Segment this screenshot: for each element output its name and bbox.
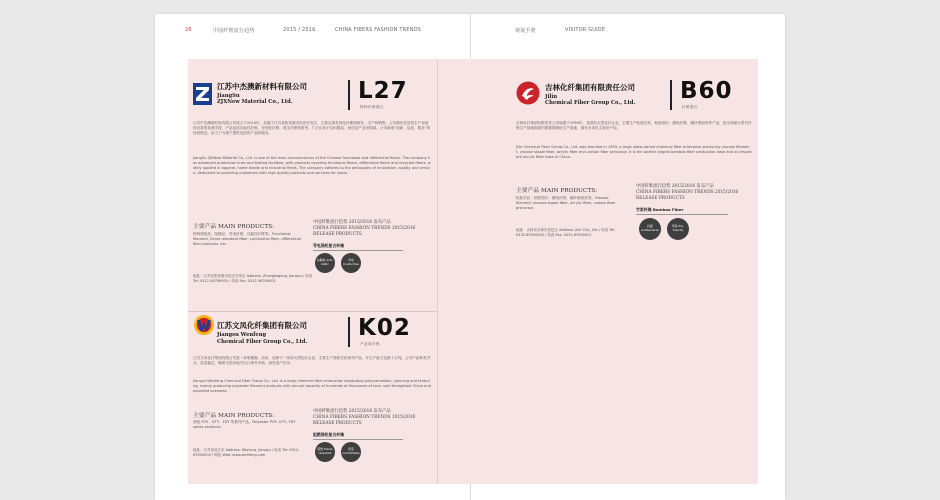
description-cn: 江苏文凤化纤集团有限公司是一家集聚酯、纺丝、加弹于一体的大型化纤企业，主要生产涤纶长丝系列产品，年生产能力达数十万吨。公司产品种类齐全，质量稳定，畅销全国各地并出口海外市场，深受客户好评。 (193, 356, 431, 366)
description-en: Jiangsu Wenfeng Chemical Fiber Group Co., Ltd. is a large chemical fiber enterprise integrating polymerization, spinning and texturing, mainly producing polyester filament products with annual capacity of hundreds of thousands of tons, sold throughout China and exported overseas. (193, 379, 431, 394)
trend-title-en-1: CHINA FIBERS FASHION TRENDS 2015/2016 (636, 190, 739, 195)
header-left-year: 2015 / 2016 (283, 27, 316, 33)
booth-number: K02 (358, 315, 411, 341)
contact-info: 地址：江苏省吴江市 Address: Wujiang, Jiangsu / 电话 Tel: 0512-63000000 / 网址 Web: www.wenfeng.com (193, 448, 300, 457)
header-left-title-en: CHINA FIBERS FASHION TRENDS (335, 27, 422, 33)
feature-circle-2: 舒适 Comfortable (341, 442, 361, 462)
trend-title-cn: 中国纤维流行趋势 2015/2016 发布产品 (313, 220, 391, 225)
company-name-cn: 江苏文凤化纤集团有限公司 (217, 321, 307, 330)
company-name-cn: 江苏中杰澳新材料有限公司 (217, 82, 307, 91)
release-product-label: 导电涤纶复合纤维 (313, 243, 345, 248)
company-name-en-1: Jilin (545, 94, 558, 100)
company-name-cn: 吉林化纤集团有限责任公司 (545, 83, 635, 92)
trend-title-en-2: RELEASE PRODUCTS (313, 232, 362, 237)
row-divider (188, 311, 437, 312)
trend-title-en-1: CHINA FIBERS FASHION TRENDS 2015/2016 (313, 415, 416, 420)
booth-area: 产业用纤维 (360, 342, 380, 346)
release-underline (313, 250, 403, 251)
main-products-heading: 主要产品 MAIN PRODUCTS: (193, 413, 275, 419)
company-name-en-1: Jiangsu Wenfeng (217, 332, 267, 338)
header-left-title: 中国纤维流行趋势 (213, 28, 255, 34)
main-products-text: 粘胶长丝、粘胶短纤、腈纶纤维、碳纤维原丝等。Viscose filament, viscose staple fiber, acrylic fiber, carbon fiber precursor. (516, 196, 616, 210)
main-products-heading: 主要产品 MAIN PRODUCTS: (516, 188, 598, 194)
description-cn: 江苏中杰澳新材料有限公司成立于2010年，坐落于江苏省张家港市经济开发区，主要从事差别化纤维的研发、生产和销售。公司拥有先进的生产设备和完善的检测手段，产品包括功能性纤维、差别化纤维、再生纤维等系列，广泛应用于纺织服装、家纺及产业用领域。公司秉承“创新、品质、服务”的经营理念，致力于为客户提供优质的产品和服务。 (193, 121, 431, 136)
company-name-en-1: JiangSu (217, 93, 240, 99)
feature-circle-1: 抗菌 Antibacterial (639, 218, 661, 240)
company-name-en-2: Chemical Fiber Group Co., Ltd. (545, 100, 636, 106)
release-product-label: 竹浆纤维 Bamboo Fiber (636, 207, 684, 212)
description-cn: 吉林化纤集团有限责任公司始建于1959年，是国有大型化纤企业，主要生产粘胶长丝、粘胶短纤、腈纶纤维、碳纤维原丝等产品，是全球最大的竹纤维生产基地和国内重要的腈纶生产基地，拥有多项自主知识产权。 (516, 121, 752, 131)
booth-number: B60 (680, 78, 733, 104)
contact-info: 地址：吉林省吉林市昌邑区 Address: Jilin City, Jilin / 电话 Tel: 0432-63500000 / 传真 Fax: 0432-63500001 (516, 228, 616, 237)
company-name-en-2: Chemical Fiber Group Co., Ltd. (217, 339, 308, 345)
booth-separator (670, 80, 672, 110)
header-right-title: 观展手册 (515, 28, 536, 34)
booth-separator (348, 317, 350, 347)
feature-circle-2: 导电 Conductive (341, 253, 361, 273)
booth-separator (348, 80, 350, 110)
company-name-en-2: ZJXNew Material Co., Ltd. (217, 99, 293, 105)
main-products-heading: 主要产品 MAIN PRODUCTS: (193, 224, 275, 230)
trend-title-en-1: CHINA FIBERS FASHION TRENDS 2015/2016 (313, 226, 416, 231)
trend-title-en-2: RELEASE PRODUCTS (313, 421, 362, 426)
trend-title-cn: 中国纤维流行趋势 2015/2016 发布产品 (636, 184, 714, 189)
booth-area: 纤维展区 (682, 105, 698, 109)
contact-info: 地址：江苏省张家港市经济开发区 Address: Zhangjiagang, Jiangsu / 电话 Tel: 0512-56789000 / 传真 Fax: 0512-56789001 (193, 274, 313, 283)
zjxnew-z-logo-icon (193, 83, 212, 105)
main-products-text: 特种涤纶丝、阻燃丝、导电纤维、功能性纤维等。Functional filament, flame retardant fiber, conductive fiber, differential fiber products, etc. (193, 232, 301, 246)
booth-area: 特种纤维展区 (360, 105, 384, 109)
header-right-title-en: VISITOR GUIDE (565, 27, 606, 33)
feature-circle-2: 环保 Eco-friendly (667, 218, 689, 240)
page-number: 26 (185, 27, 192, 33)
booth-number: L27 (358, 78, 408, 104)
description-en: Jilin Chemical Fiber Group Co., Ltd. was founded in 1959, a large state-owned chemical fiber enterprise producing viscose filament, viscose staple fiber, acrylic fiber and carbon fiber precursor. It is the world's largest bamboo fiber production base and an important acrylic fiber base in China. (516, 145, 752, 160)
release-underline (636, 214, 728, 215)
column-divider (437, 59, 438, 484)
magazine-spread (155, 14, 785, 500)
main-products-text: 涤纶 POY、DTY、FDY 等系列产品。Polyester POY, DTY, FDY series products. (193, 420, 296, 429)
release-product-label: 阻燃涤纶复合纤维 (313, 432, 345, 437)
feature-circle-1: 抗静电 Anti-static (315, 253, 335, 273)
jilin-circle-logo-icon (516, 81, 540, 105)
release-underline (313, 439, 403, 440)
trend-title-cn: 中国纤维流行趋势 2015/2016 发布产品 (313, 409, 391, 414)
feature-circle-1: 阻燃 Flame retardant (315, 442, 335, 462)
trend-title-en-2: RELEASE PRODUCTS (636, 196, 685, 201)
wenfeng-w-logo-icon (193, 314, 215, 336)
description-en: JiangSu ZJXNew Material Co., Ltd. is one of the main manufacturers of the Chinese functional and differential fibers. The company has advanced production lines and testing facilities, with products covering functional fibers, differential fibers and recycled fibers, widely applied in apparel, home textile and industrial fields. The company adheres to the philosophy of innovation, quality and service, dedicated to providing customers with high quality products and services for years. (193, 156, 431, 176)
